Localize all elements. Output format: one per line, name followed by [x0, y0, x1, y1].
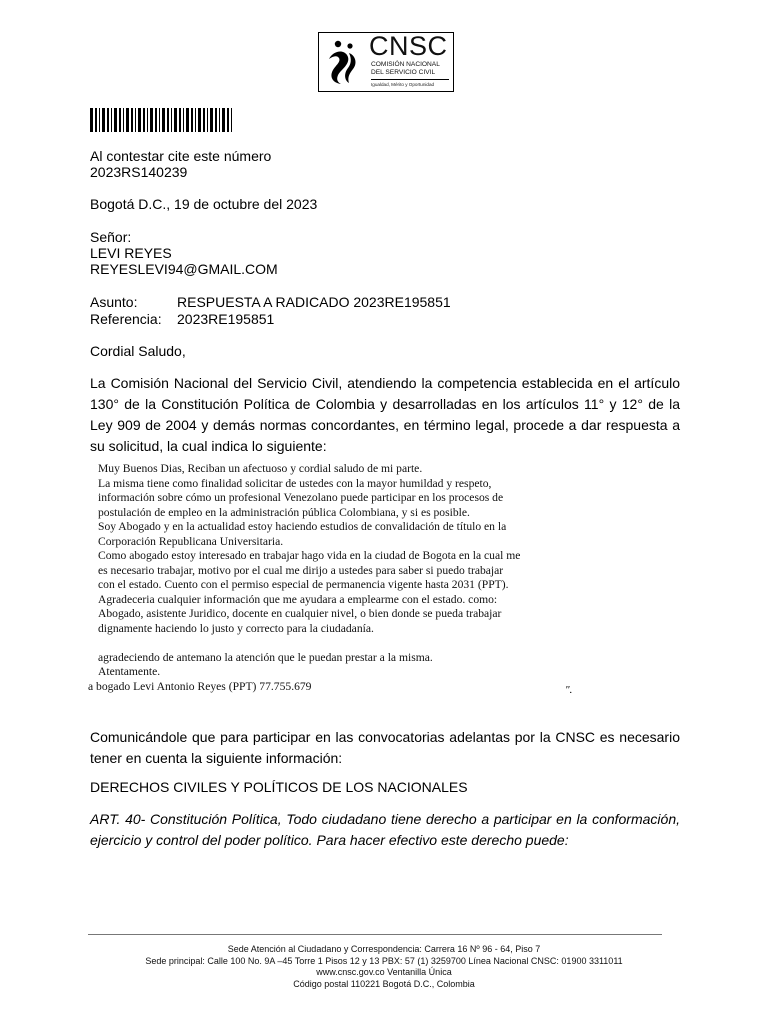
greeting: Cordial Saludo, [90, 343, 186, 359]
quoted-line: Abogado, asistente Juridico, docente en cualquier nivel, o bien donde se pueda trabajar [98, 607, 502, 620]
quoted-line: con el estado. Cuento con el permiso especial de permanencia vigente hasta 2031 (PPT). [98, 578, 509, 591]
quoted-line: Agradeceria cualquier información que me ayudara a emplearme con el estado. como: [98, 592, 498, 606]
logo-title: CNSC [369, 31, 448, 61]
logo-divider [371, 79, 449, 80]
quoted-line: postulación de empleo en la administración pública Colombiana, y si es posible. [98, 505, 470, 519]
closing-quote-mark: ". [565, 684, 573, 696]
radicado-number: 2023RS140239 [90, 164, 188, 180]
article-paragraph: ART. 40- Constitución Política, Todo ciudadano tiene derecho a participar en la conformación, ejercicio y control del poder político. Para hacer efectivo este derecho puede: [90, 811, 680, 848]
quoted-line: Soy Abogado y en la actualidad estoy haciendo estudios de convalidación de título en la [98, 520, 507, 533]
logo-subtitle-line2: DEL SERVICIO CIVIL [371, 69, 436, 76]
referencia-value: 2023RE195851 [177, 311, 275, 327]
quoted-line: agradeciendo de antemano la atención que le puedan prestar a la misma. [98, 650, 433, 664]
cnsc-logo [318, 32, 454, 92]
quoted-line: Muy Buenos Dias, Reciban un afectuoso y cordial saludo de mi parte. [98, 462, 423, 475]
date-line: Bogotá D.C., 19 de octubre del 2023 [90, 196, 318, 212]
section-heading: DERECHOS CIVILES Y POLÍTICOS DE LOS NACIONALES [90, 779, 468, 795]
cite-label: Al contestar cite este número [90, 148, 272, 164]
footer-line-postal: Código postal 110221 Bogotá D.C., Colombia [293, 978, 475, 989]
recipient-salutation: Señor: [90, 229, 132, 245]
cnsc-emblem-icon [323, 37, 363, 87]
quoted-line: Como abogado estoy interesado en trabajar hago vida en la ciudad de Bogota en la cual me [98, 549, 521, 562]
footer [0, 944, 768, 990]
logo-subtitle-line1: COMISIÓN NACIONAL [371, 61, 440, 68]
footer-line-website: www.cnsc.gov.co Ventanilla Única [316, 967, 452, 977]
quoted-line: Atentamente. [98, 665, 161, 678]
referencia-label: Referencia: [90, 311, 162, 327]
quoted-line: La misma tiene como finalidad solicitar de ustedes con la mayor humildad y respeto, [98, 476, 492, 490]
quoted-line: dignamente haciendo lo justo y correcto para la ciudadanía. [98, 621, 374, 635]
asunto-label: Asunto: [90, 294, 138, 310]
quoted-line [98, 636, 578, 651]
intro-paragraph: La Comisión Nacional del Servicio Civil, atendiendo la competencia establecida en el artículo 130° de la Constitución Política de Colombia y desarrolladas en los artículos 11° y 12° de la Ley 909 de 2004 y demás normas concordantes, en término legal, procede a dar respuesta a su solicitud, la cual indica lo siguiente: [90, 375, 680, 454]
footer-divider [88, 934, 662, 935]
quoted-line: Corporación Republicana Universitaria. [98, 534, 284, 548]
asunto-value: RESPUESTA A RADICADO 2023RE195851 [177, 294, 451, 310]
recipient-name: LEVI REYES [90, 245, 172, 261]
quoted-request [88, 462, 578, 694]
quoted-line: es necesario trabajar, motivo por el cual me dirijo a ustedes para saber si puedo trabajar [98, 563, 504, 577]
recipient-email: REYESLEVI94@GMAIL.COM [90, 261, 278, 277]
logo-tagline: Igualdad, Mérito y Oportunidad [371, 82, 435, 87]
quoted-line: a bogado Levi Antonio Reyes (PPT) 77.755.679 [88, 679, 312, 693]
info-intro-paragraph: Comunicándole que para participar en las convocatorias adelantas por la CNSC es necesario tener en cuenta la siguiente información: [90, 729, 680, 766]
footer-line-address: Sede Atención al Ciudadano y Correspondencia: Carrera 16 Nº 96 - 64, Piso 7 [227, 944, 541, 954]
barcode-icon [90, 108, 232, 132]
quoted-line: información sobre cómo un profesional Venezolano puede participar en los procesos de [98, 491, 504, 504]
footer-line-headquarters: Sede principal: Calle 100 No. 9A –45 Torre 1 Pisos 12 y 13 PBX: 57 (1) 3259700 Línea Nacional CNSC: 01900 3311011 [145, 955, 623, 966]
